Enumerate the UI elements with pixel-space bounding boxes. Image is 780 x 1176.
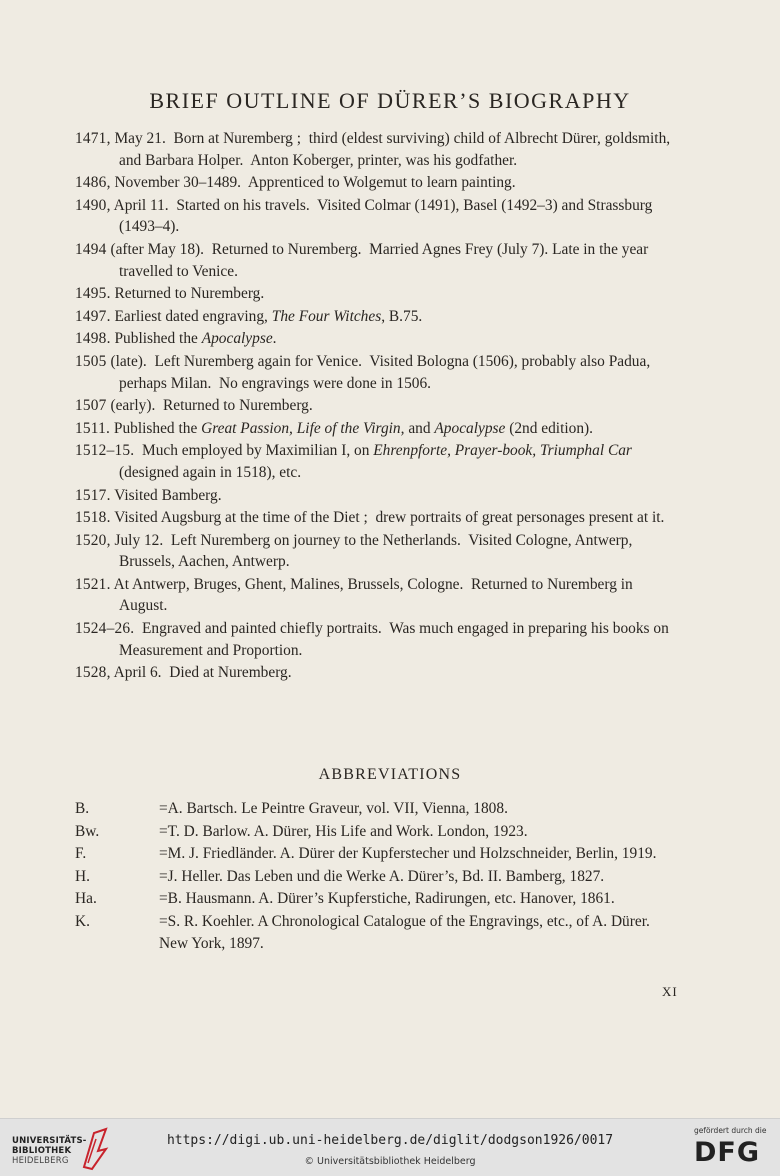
entry-title-italic: Apocalypse xyxy=(201,330,273,348)
abbreviation-key: B. xyxy=(75,800,90,817)
biography-entry xyxy=(75,306,680,328)
entry-text: April 11. Started on his travels. Visited Colmar (1491), Basel (1492–3) and Strassburg (1493–4). xyxy=(110,196,657,236)
biography-entry xyxy=(75,418,680,440)
entry-date: 1517. xyxy=(75,486,111,504)
entry-text: . xyxy=(272,330,277,348)
entry-title-italic: Ehrenpforte, Prayer-book, Triumphal Car xyxy=(373,442,632,460)
biography-entry xyxy=(75,662,680,684)
entry-text: November 30–1489. Apprenticed to Wolgemut to learn painting. xyxy=(110,174,516,192)
copyright-notice: © Universitätsbibliothek Heidelberg xyxy=(304,1156,476,1167)
abbreviations-list xyxy=(75,798,680,955)
entry-title-italic: Apocalypse xyxy=(434,419,506,437)
entry-text: Much employed by Maximilian I, on xyxy=(134,442,374,460)
abbreviation-key: H. xyxy=(75,867,90,885)
biography-entry xyxy=(75,351,680,394)
abbreviation-text: =J. Heller. Das Leben und die Werke A. Dürer’s, Bd. II. Bamberg, 1827. xyxy=(159,867,605,885)
entry-date: 1486, xyxy=(75,174,111,192)
abbreviation-row xyxy=(75,798,680,820)
page-title: BRIEF OUTLINE OF DÜRER’S BIOGRAPHY xyxy=(149,88,631,113)
entry-date: 1498. xyxy=(75,330,111,348)
entry-date: 1512–15. xyxy=(75,442,135,460)
biography-entry xyxy=(75,283,680,305)
biography-entry xyxy=(75,128,680,171)
entry-text: Earliest dated engraving, xyxy=(110,307,272,325)
library-city-line: HEIDELBERG xyxy=(12,1156,69,1166)
biography-entry xyxy=(75,239,680,282)
dfg-logo[interactable]: DFG xyxy=(694,1137,761,1168)
entry-date: 1471, xyxy=(75,130,111,147)
entry-text: April 6. Died at Nuremberg. xyxy=(110,664,292,682)
abbreviation-text: =B. Hausmann. A. Dürer’s Kupferstiche, Radirungen, etc. Hanover, 1861. xyxy=(159,890,615,908)
entry-date: 1507 xyxy=(75,397,107,415)
biography-entry xyxy=(75,328,680,350)
entry-date: 1505 xyxy=(75,352,107,370)
abbreviation-key: K. xyxy=(75,912,90,930)
biography-entry xyxy=(75,440,680,483)
entry-text: (early). Returned to Nuremberg. xyxy=(106,397,313,415)
biography-entry xyxy=(75,195,680,238)
entry-text: July 12. Left Nuremberg on journey to the Netherlands. Visited Cologne, Antwerp, Brussels, Aachen, Antwerp. xyxy=(110,531,637,571)
biography-entry xyxy=(75,485,680,507)
abbreviation-key: Ha. xyxy=(75,890,97,908)
entry-date: 1495. xyxy=(75,285,111,303)
abbreviation-key: Bw. xyxy=(75,822,100,840)
abbreviation-row xyxy=(75,888,680,910)
entry-date: 1528, xyxy=(75,664,111,682)
biography-entry xyxy=(75,172,680,194)
biography-entry xyxy=(75,574,680,617)
abbreviation-key: F. xyxy=(75,845,87,863)
entry-date: 1497. xyxy=(75,307,111,325)
entry-date: 1518. xyxy=(75,509,111,527)
entry-date: 1524–26. xyxy=(75,620,135,638)
biography-entry xyxy=(75,618,680,661)
entry-text: , B.75. xyxy=(381,307,423,325)
entry-text: (after May 18). Returned to Nuremberg. Married Agnes Frey (July 7). Late in the year travelled to Venice. xyxy=(106,240,653,280)
entry-text: Visited Augsburg at the time of the Diet ; drew portraits of great personages present at it. xyxy=(110,509,665,527)
biography-entry xyxy=(75,530,680,573)
abbreviation-row xyxy=(75,821,680,843)
entry-text: (designed again in 1518), etc. xyxy=(119,442,636,481)
entry-title-italic: The Four Witches xyxy=(271,307,382,325)
entry-text: (2nd edition). xyxy=(505,419,593,437)
entry-text: Returned to Nuremberg. xyxy=(110,285,265,303)
entry-date: 1520, xyxy=(75,531,111,549)
abbreviation-row xyxy=(75,843,680,865)
entry-text: Visited Bamberg. xyxy=(110,486,222,504)
entry-date: 1494 xyxy=(75,240,107,258)
entry-text: Published the xyxy=(110,419,202,437)
entry-text: May 21. Born at Nuremberg ; third (eldest surviving) child of Albrecht Dürer, goldsmith, and Barbara Holper. Anton Koberger, printer, was his godfather. xyxy=(110,130,674,169)
funding-note: gefördert durch die xyxy=(694,1126,767,1135)
abbreviation-row xyxy=(75,866,680,888)
entry-date: 1511. xyxy=(75,419,111,437)
biography-entry xyxy=(75,507,680,529)
entry-text: Published the xyxy=(110,330,202,348)
abbreviations-heading: ABBREVIATIONS xyxy=(318,766,462,783)
biography-list xyxy=(75,128,680,685)
abbreviation-row xyxy=(75,911,680,954)
abbreviation-text: =M. J. Friedländer. A. Dürer der Kupferstecher und Holzschneider, Berlin, 1919. xyxy=(159,845,657,863)
entry-text: Engraved and painted chiefly portraits. Was much engaged in preparing his books on Measurement and Proportion. xyxy=(119,620,673,659)
entry-title-italic: Great Passion, Life of the Virgin, xyxy=(201,419,405,437)
library-name-line: UNIVERSITÄTS- xyxy=(12,1136,87,1146)
abbreviation-text: =A. Bartsch. Le Peintre Graveur, vol. VII, Vienna, 1808. xyxy=(159,800,508,817)
viewer-footer xyxy=(0,1118,780,1176)
entry-text: At Antwerp, Bruges, Ghent, Malines, Brussels, Cologne. Returned to Nuremberg in August. xyxy=(110,575,636,615)
page-number: XI xyxy=(662,984,678,999)
biography-entry xyxy=(75,395,680,417)
library-name-line: BIBLIOTHEK xyxy=(12,1146,72,1156)
entry-text: and xyxy=(404,419,435,437)
entry-date: 1521. xyxy=(75,575,111,593)
abbreviation-text: =T. D. Barlow. A. Dürer, His Life and Work. London, 1923. xyxy=(159,822,528,840)
entry-date: 1490, xyxy=(75,196,111,214)
permalink-url[interactable]: https://digi.ub.uni-heidelberg.de/diglit/dodgson1926/0017 xyxy=(166,1133,614,1148)
abbreviation-text: =S. R. Koehler. A Chronological Catalogue of the Engravings, etc., of A. Dürer. New York, 1897. xyxy=(159,912,650,952)
entry-text: (late). Left Nuremberg again for Venice. Visited Bologna (1506), probably also Padua, perhaps Milan. No engravings were done in 1506. xyxy=(106,352,655,392)
